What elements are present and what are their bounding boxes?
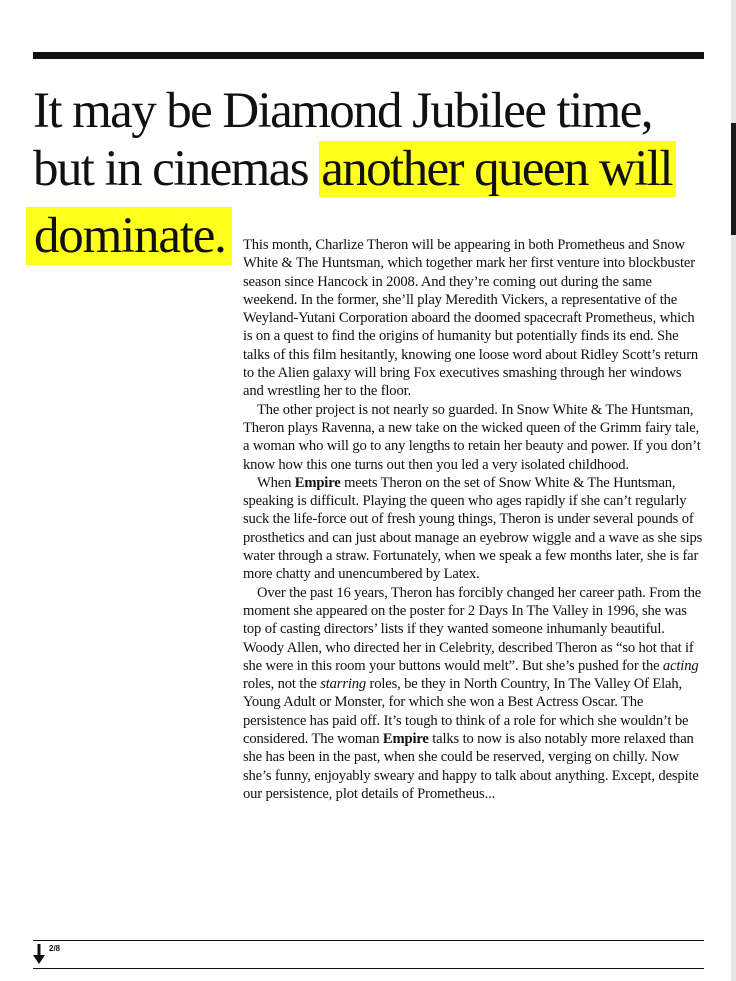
page-number: 2/8 bbox=[49, 944, 61, 953]
paragraph-2: The other project is not nearly so guarded. In Snow White & The Huntsman, Theron plays Ravenna, a new take on the wicked queen of the Grimm fairy tale, a woman who will go to any lengths to retain her beauty and power. If you don’t know how this one turns out then you led a very isolated childhood. bbox=[243, 401, 701, 473]
paragraph-4-text-b: roles, not the bbox=[243, 676, 321, 693]
footer-rule-top bbox=[33, 940, 704, 941]
footer-rule-bottom bbox=[33, 968, 704, 969]
paragraph-4-text-a: Over the past 16 years, Theron has forcibly changed her career path. From the moment she appeared on the poster for 2 Days In The Valley in 1996, she was top of casting directors’ lists if they wanted someone inhumanly beautiful. Woody Allen, who directed her in Celebrity, described Theron as “so hot that if she were in this room your buttons would melt”. But she’s pushed for the bbox=[243, 584, 702, 674]
paragraph-3 bbox=[243, 474, 705, 584]
empire-brand: Empire bbox=[382, 731, 429, 748]
paragraph-1: This month, Charlize Theron will be appearing in both Prometheus and Snow White & The Huntsman, which together mark her first venture into blockbuster season since Hancock in 2008. And they’re coming out during the same weekend. In the former, she’ll play Meredith Vickers, a representative of the Weyland-Yutani Corporation aboard the doomed spacecraft Prometheus, which is on a quest to find the origins of humanity but potentially finds its end. She talks of this film hesitantly, knowing one loose word about Ridley Scott’s return to the Alien galaxy will bring Fox executives smashing through her windows and wrestling her to the floor. bbox=[243, 237, 699, 400]
top-rule bbox=[33, 52, 704, 59]
paragraph-4-text-c: roles, be they in North Country, In The Valley Of Elah, Young Adult or Monster, for which she won a Best Actress Oscar. The persistence has paid off. It’s tough to think of a role for which she wouldn’t be considered. The woman bbox=[243, 676, 689, 748]
down-arrow-icon[interactable] bbox=[33, 944, 45, 964]
italic-starring: starring bbox=[320, 676, 367, 693]
paragraph-4-text-d: talks to now is also notably more relaxed than she has been in the past, when she could be reserved, verging on chilly. Now she’s funny, enjoyably sweary and happy to talk about anything. Except, despite our persistence, plot details of Prometheus... bbox=[243, 731, 699, 802]
italic-acting: acting bbox=[662, 657, 699, 674]
article-body bbox=[243, 236, 705, 803]
headline bbox=[33, 82, 713, 198]
headline-highlight-2: dominate. bbox=[26, 207, 232, 265]
paragraph-3-text-a: When bbox=[257, 474, 295, 491]
headline-line-1: It may be Diamond Jubilee time, bbox=[33, 83, 652, 139]
headline-line-2-plain: but in cinemas bbox=[33, 141, 320, 197]
empire-brand: Empire bbox=[294, 474, 341, 491]
scrollbar-thumb[interactable] bbox=[731, 123, 736, 235]
headline-highlight-1: another queen will bbox=[319, 141, 676, 197]
paragraph-4 bbox=[243, 584, 705, 804]
paragraph-3-text-b: meets Theron on the set of Snow White & The Huntsman, speaking is difficult. Playing the queen who ages rapidly if she can’t regularly suck the life-force out of fresh young things, Theron is under several pounds of prosthetics and can just about manage an eyebrow wiggle and a wave as she sips water through a straw. Fortunately, when we speak a few months later, she is far more chatty and unencumbered by Latex. bbox=[243, 474, 703, 583]
